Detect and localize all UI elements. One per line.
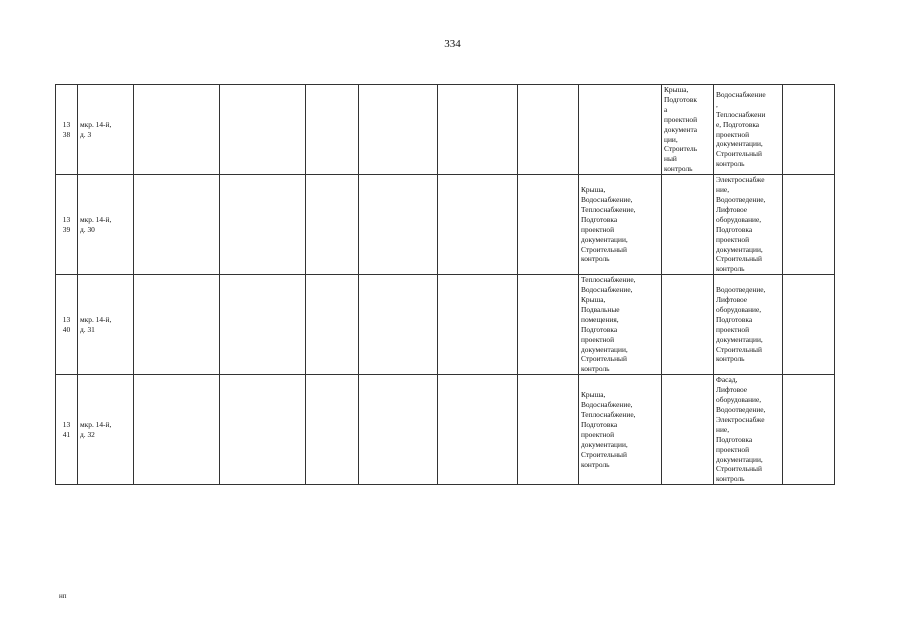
works-cell [662,375,714,485]
footer-mark: нп [59,592,67,600]
empty-cell [134,85,220,175]
empty-cell [359,85,438,175]
works-cell: Фасад, Лифтовое оборудование, Водоотведение, Электроснабже ние, Подготовка проектной документации, Строительный контроль [714,375,783,485]
works-cell: Водоотведение, Лифтовое оборудование, Подготовка проектной документации, Строительный контроль [714,275,783,375]
works-cell [579,85,662,175]
empty-cell [518,175,579,275]
empty-cell [306,175,359,275]
empty-cell [783,375,835,485]
empty-cell [518,85,579,175]
row-number-cell: 13 39 [56,175,78,275]
empty-cell [359,175,438,275]
table-row [56,275,835,375]
address-cell: мкр. 14-й, д. 31 [78,275,134,375]
empty-cell [134,275,220,375]
empty-cell [306,85,359,175]
empty-cell [518,275,579,375]
works-cell [662,275,714,375]
works-cell: Крыша, Подготовк а проектной документа ции, Строитель ный контроль [662,85,714,175]
works-cell: Теплоснабжение, Водоснабжение, Крыша, Подвальные помещения, Подготовка проектной документации, Строительный контроль [579,275,662,375]
empty-cell [220,275,306,375]
empty-cell [359,375,438,485]
empty-cell [134,175,220,275]
empty-cell [220,375,306,485]
empty-cell [438,175,518,275]
works-cell [662,175,714,275]
address-cell: мкр. 14-й, д. 3 [78,85,134,175]
empty-cell [438,375,518,485]
empty-cell [783,175,835,275]
table-row [56,85,835,175]
empty-cell [438,275,518,375]
empty-cell [783,85,835,175]
address-cell: мкр. 14-й, д. 30 [78,175,134,275]
empty-cell [306,375,359,485]
table-row [56,175,835,275]
empty-cell [783,275,835,375]
empty-cell [220,85,306,175]
empty-cell [518,375,579,485]
works-cell: Крыша, Водоснабжение, Теплоснабжение, Подготовка проектной документации, Строительный контроль [579,175,662,275]
address-cell: мкр. 14-й, д. 32 [78,375,134,485]
works-cell: Водоснабжение , Теплоснабжени е, Подготовка проектной документации, Строительный контроль [714,85,783,175]
works-cell: Электроснабже ние, Водоотведение, Лифтовое оборудование, Подготовка проектной документации, Строительный контроль [714,175,783,275]
empty-cell [306,275,359,375]
row-number-cell: 13 41 [56,375,78,485]
works-cell: Крыша, Водоснабжение, Теплоснабжение, Подготовка проектной документации, Строительный контроль [579,375,662,485]
empty-cell [134,375,220,485]
row-number-cell: 13 38 [56,85,78,175]
empty-cell [359,275,438,375]
empty-cell [438,85,518,175]
page-number: 334 [444,38,461,50]
table-row [56,375,835,485]
row-number-cell: 13 40 [56,275,78,375]
empty-cell [220,175,306,275]
works-table [55,84,835,485]
